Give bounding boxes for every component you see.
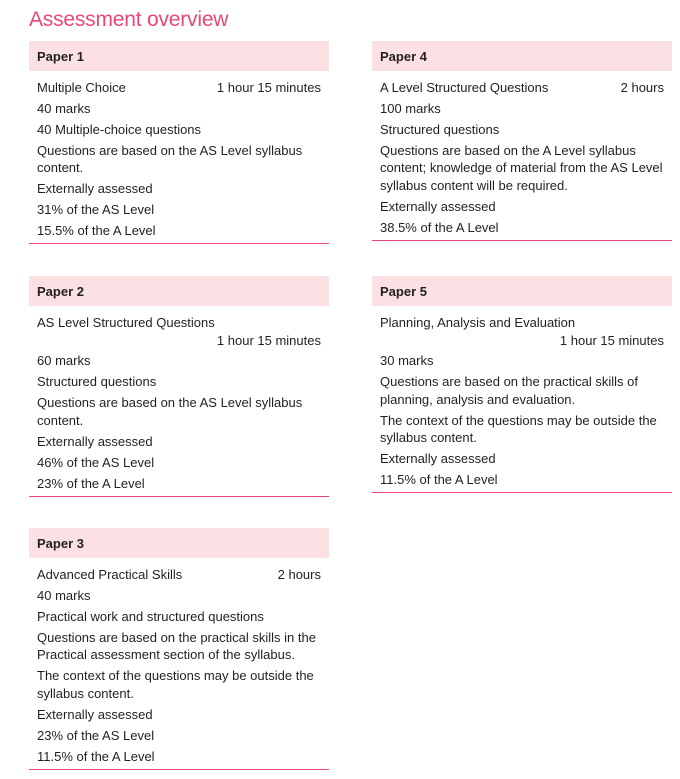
paper-2-line: 46% of the AS Level — [37, 454, 155, 470]
paper-5-line: 30 marks — [380, 353, 434, 368]
paper-1-line: Questions are based on the AS Level syllabus content. — [37, 142, 303, 175]
paper-1-divider — [29, 243, 329, 244]
paper-2-title-row — [37, 314, 321, 349]
paper-5-header: Paper 5 — [372, 276, 672, 306]
paper-1-header: Paper 1 — [29, 41, 329, 71]
paper-1-line: 40 Multiple-choice questions — [37, 121, 202, 137]
paper-3-line: 40 marks — [37, 587, 91, 603]
paper-1-card — [29, 41, 329, 244]
paper-2-line: Questions are based on the AS Level syllabus content. — [37, 395, 303, 428]
paper-2-duration: 1 hour 15 minutes — [216, 332, 321, 348]
paper-4-header: Paper 4 — [372, 41, 672, 71]
page-title: Assessment overview — [29, 8, 229, 31]
paper-4-line: Questions are based on the A Level syllabus content; knowledge of material from the AS Level syllabus content will be required. — [380, 142, 663, 193]
paper-5-line: 11.5% of the A Level — [380, 472, 498, 487]
paper-5-line: Externally assessed — [380, 451, 496, 466]
paper-1-line: Externally assessed — [37, 181, 153, 196]
paper-2-line: Externally assessed — [37, 433, 153, 449]
paper-3-line: Questions are based on the practical skills in the Practical assessment section of the syllabus. — [37, 629, 316, 662]
paper-3-name: Advanced Practical Skills — [37, 567, 183, 582]
paper-4-line: Structured questions — [380, 121, 500, 137]
paper-5-duration: 1 hour 15 minutes — [559, 332, 664, 348]
paper-4-line: 38.5% of the A Level — [380, 219, 499, 235]
paper-5-body — [372, 306, 672, 489]
paper-5-divider — [372, 492, 672, 493]
paper-3-line: Practical work and structured questions — [37, 608, 264, 624]
paper-4-card — [372, 41, 672, 241]
paper-5-card — [372, 276, 672, 493]
paper-2-line: 60 marks — [37, 353, 91, 368]
paper-2-divider — [29, 496, 329, 497]
paper-4-body — [372, 71, 672, 236]
paper-2-name: AS Level Structured Questions — [37, 315, 215, 330]
paper-4-name: A Level Structured Questions — [380, 80, 549, 95]
paper-2-line: 23% of the A Level — [37, 475, 145, 491]
paper-1-line: 15.5% of the A Level — [37, 223, 156, 238]
paper-3-divider — [29, 769, 329, 770]
paper-3-body — [29, 558, 329, 765]
paper-1-line: 40 marks — [37, 100, 91, 116]
paper-4-title-row — [380, 79, 664, 97]
paper-1-body — [29, 71, 329, 240]
paper-3-title-row — [37, 566, 321, 584]
paper-1-title-row — [37, 79, 321, 97]
paper-3-header: Paper 3 — [29, 528, 329, 558]
paper-5-line: The context of the questions may be outside the syllabus content. — [380, 412, 657, 445]
paper-2-header: Paper 2 — [29, 276, 329, 306]
paper-3-line: Externally assessed — [37, 706, 153, 722]
paper-5-name: Planning, Analysis and Evaluation — [380, 315, 576, 330]
paper-3-card — [29, 528, 329, 770]
paper-3-line: 11.5% of the A Level — [37, 748, 155, 764]
paper-2-card — [29, 276, 329, 497]
paper-2-line: Structured questions — [37, 374, 157, 389]
paper-4-line: Externally assessed — [380, 198, 496, 214]
paper-3-line: The context of the questions may be outside the syllabus content. — [37, 668, 314, 701]
paper-3-duration: 2 hours — [277, 567, 321, 582]
paper-3-line: 23% of the AS Level — [37, 727, 155, 743]
paper-5-line: Questions are based on the practical skills of planning, analysis and evaluation. — [380, 374, 638, 407]
paper-1-name: Multiple Choice — [37, 80, 126, 95]
paper-4-line: 100 marks — [380, 100, 441, 116]
paper-4-divider — [372, 240, 672, 241]
paper-1-line: 31% of the AS Level — [37, 202, 155, 217]
paper-5-title-row — [380, 314, 664, 349]
paper-1-duration: 1 hour 15 minutes — [216, 80, 321, 95]
paper-2-body — [29, 306, 329, 492]
paper-4-duration: 2 hours — [620, 80, 664, 95]
